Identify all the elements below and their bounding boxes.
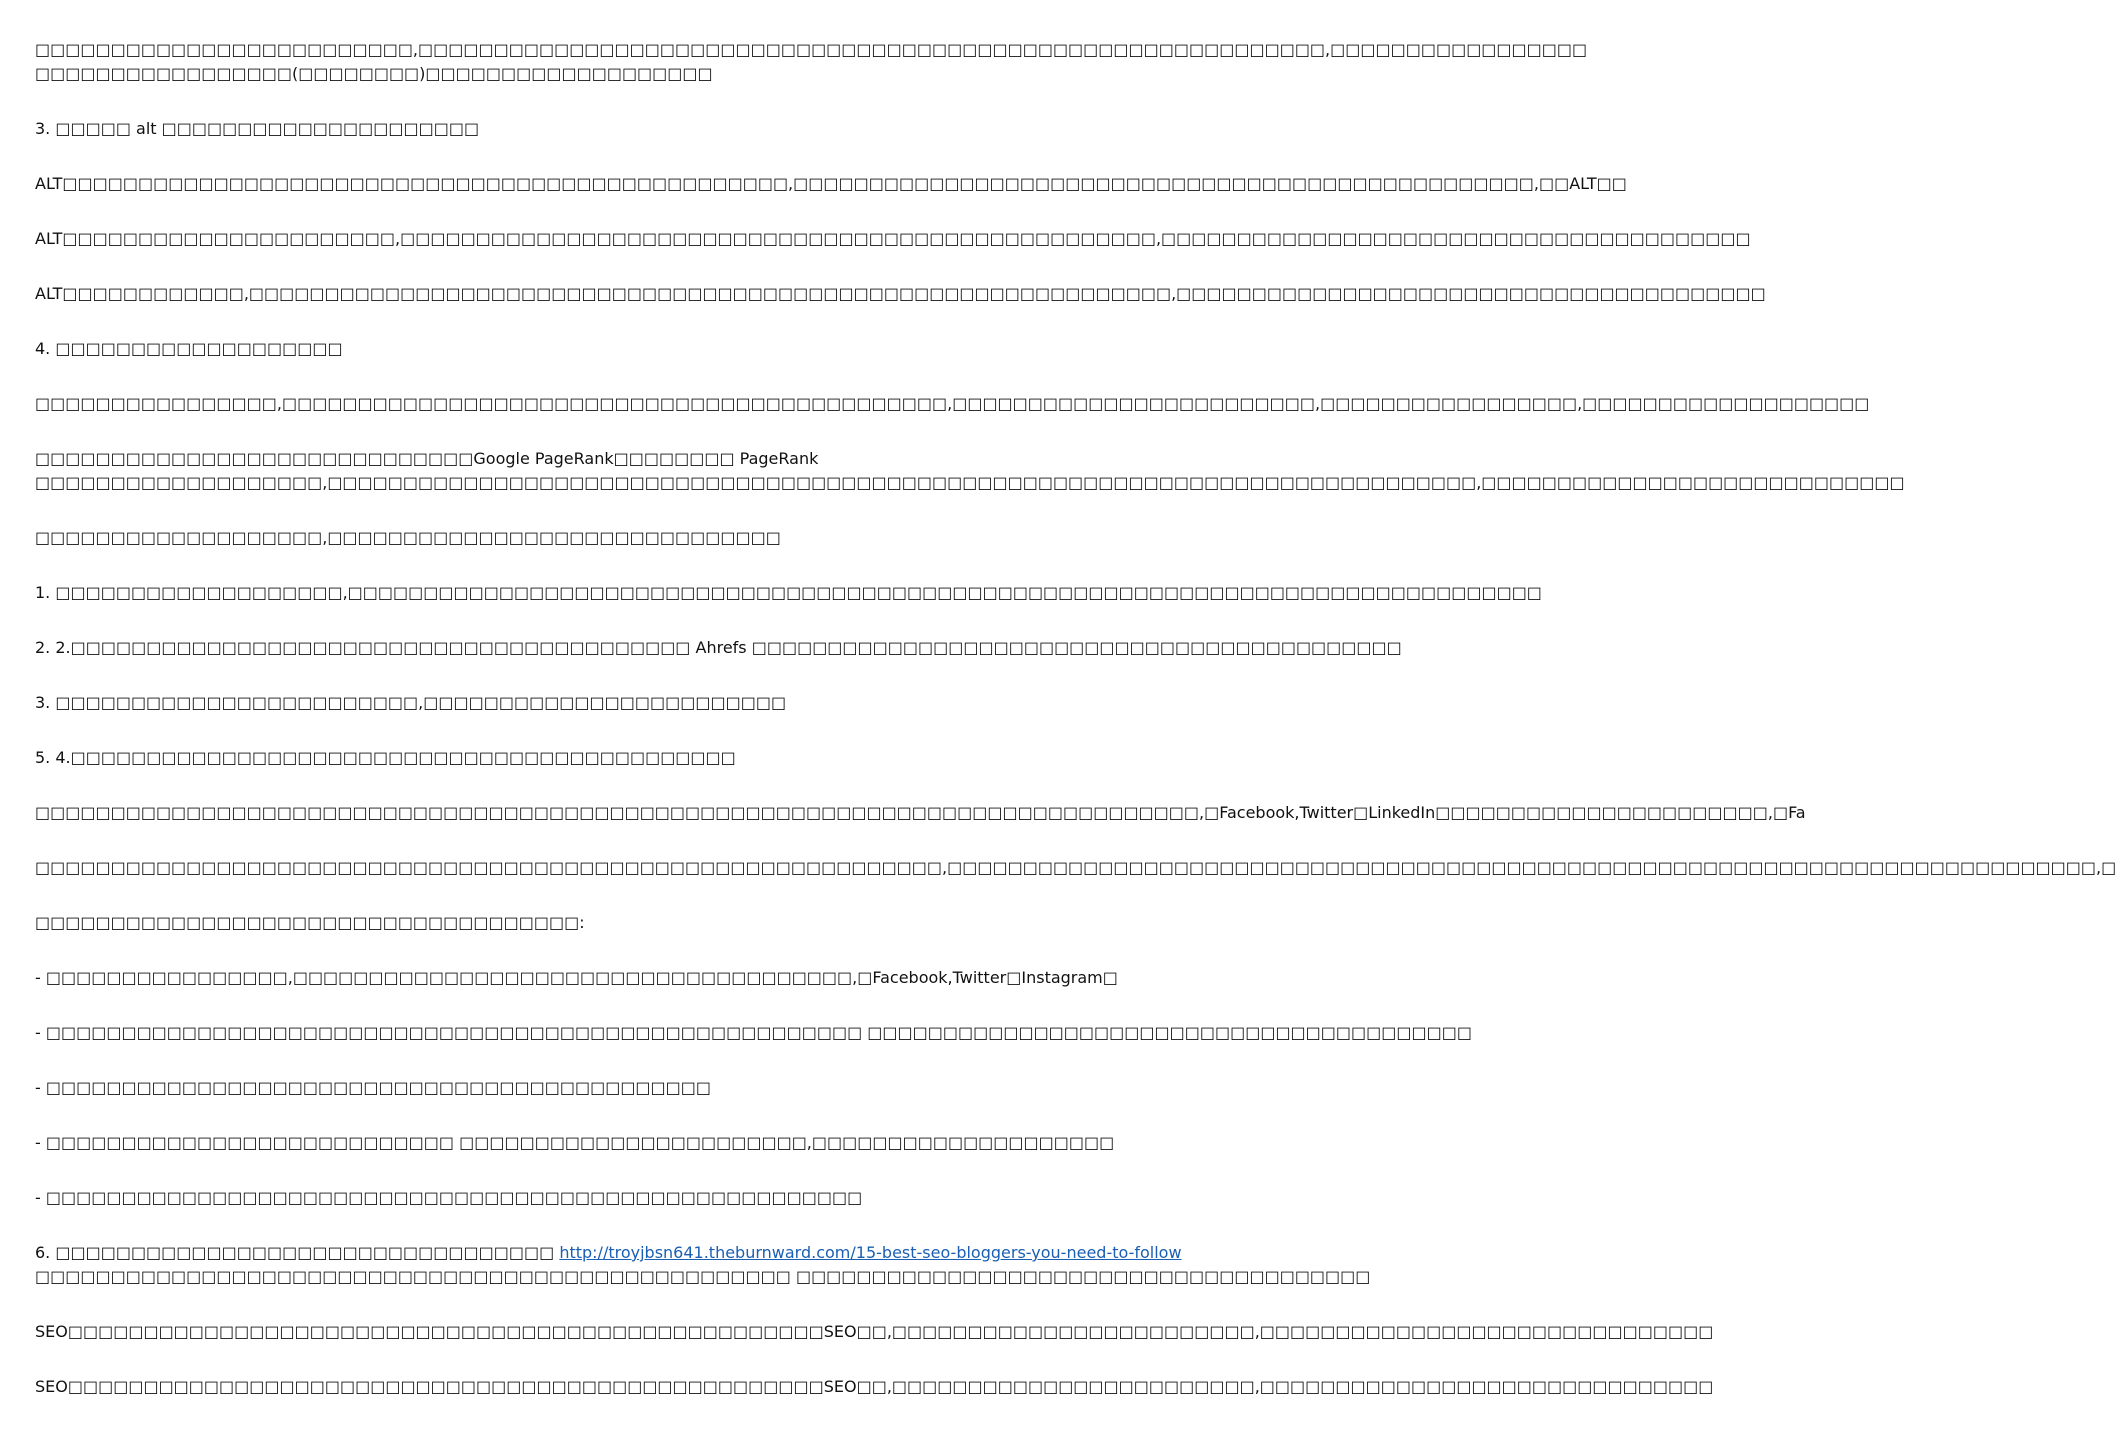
bullet-text: - □□□□□□□□□□□□□□□□□□□□□□□□□□□ □□□□□□□□□□□□□□□□□□□□□□□,□□□□□□□□□□□□□□□□□□□□ bbox=[35, 1133, 1115, 1152]
paragraph-line: □□□□□□□□□□□□□□□□□□□,□□□□□□□□□□□□□□□□□□□□□□□□□□□□□□□□□□□□□□□□□□□□□□□□□□□□□□□□□□□□□□□□□□□□□□□□□□□□,□□□□□□□□□□□□□□□□□□□□□□□□□□□□ bbox=[35, 473, 1905, 492]
heading-text: 4. □□□□□□□□□□□□□□□□□□□ bbox=[35, 339, 343, 358]
paragraph-line: ALT□□□□□□□□□□□□,□□□□□□□□□□□□□□□□□□□□□□□□□□□□□□□□□□□□□□□□□□□□□□□□□□□□□□□□□□□□□,□□□□□□□□□□□□□□□□□□□□□□□□□□□□□□□□□□□□□□□ bbox=[35, 284, 1766, 303]
paragraph-line: □□□□□□□□□□□□□□□□□□□□□□□□□□□□□□□□□□□□: bbox=[35, 913, 585, 932]
list-item-text: 1. □□□□□□□□□□□□□□□□□□□,□□□□□□□□□□□□□□□□□□□□□□□□□□□□□□□□□□□□□□□□□□□□□□□□□□□□□□□□□□□□□□□□□□□□□□□□□□□□□□□ bbox=[35, 583, 1542, 602]
list-item-2 bbox=[35, 636, 1402, 660]
article-link[interactable]: http://troyjbsn641.theburnward.com/15-best-seo-bloggers-you-need-to-follow bbox=[559, 1243, 1182, 1262]
paragraph-links-1 bbox=[35, 392, 1870, 416]
paragraph-line: □□□□□□□□□□□□□□□□□□□□□□□□□□□□□□□□□□□□□□□□□□□□□□□□□□□□□□□□□□□□,□□□□□□□□□□□□□□□□□□□□□□□□□□□□□□□□□□□□□□□□□□□□□□□□□□□□□□□□□□□□□□□□□□□□□□□□□□□□,□ bbox=[35, 858, 2116, 877]
list-item-text: 2. 2.□□□□□□□□□□□□□□□□□□□□□□□□□□□□□□□□□□□□□□□□□ Ahrefs □□□□□□□□□□□□□□□□□□□□□□□□□□□□□□□□□□□□□□□□□□□ bbox=[35, 638, 1402, 657]
paragraph-seo-1 bbox=[35, 1320, 1714, 1344]
paragraph-line: ALT□□□□□□□□□□□□□□□□□□□□□□□□□□□□□□□□□□□□□□□□□□□□□□□□,□□□□□□□□□□□□□□□□□□□□□□□□□□□□□□□□□□□□□□□□□□□□□□□□□,□□ALT□□ bbox=[35, 174, 1627, 193]
paragraph-social-intro bbox=[35, 911, 990, 935]
bullet-text: - □□□□□□□□□□□□□□□□,□□□□□□□□□□□□□□□□□□□□□□□□□□□□□□□□□□□□□,□Facebook,Twitter□Instagram□ bbox=[35, 968, 1118, 987]
heading-section-5 bbox=[35, 746, 990, 770]
paragraph-alt-2 bbox=[35, 227, 1751, 251]
bullet-item-2 bbox=[35, 1021, 1472, 1045]
bullet-item-4 bbox=[35, 1131, 1115, 1155]
bullet-item-5 bbox=[35, 1186, 990, 1210]
paragraph-links-intro bbox=[35, 526, 990, 550]
paragraph-seo-2 bbox=[35, 1375, 1714, 1399]
paragraph-social-1 bbox=[35, 801, 1806, 825]
paragraph-social-2 bbox=[35, 856, 2116, 880]
list-item-3 bbox=[35, 691, 990, 715]
bullet-text: - □□□□□□□□□□□□□□□□□□□□□□□□□□□□□□□□□□□□□□□□□□□□□□□□□□□□□□ bbox=[35, 1188, 863, 1207]
paragraph-alt-3 bbox=[35, 282, 1766, 306]
bullet-item-1 bbox=[35, 966, 1118, 990]
paragraph-line: □□□□□□□□□□□□□□□□□□□□□□□□□□□□□□□□□□□□□□□□□□□□□□□□□□□□□□□□□□□□□□□□□□□□□□□□□□□□□,□Facebook,Twitter□LinkedIn□□□□□□□□□□□□□□□□□□□□□□,□Fa bbox=[35, 803, 1806, 822]
paragraph-alt-1 bbox=[35, 172, 1627, 196]
heading-alt-attribute bbox=[35, 117, 990, 141]
paragraph-line: □□□□□□□□□□□□□□□□□□□,□□□□□□□□□□□□□□□□□□□□□□□□□□□□□□ bbox=[35, 528, 781, 547]
paragraph-line: ALT□□□□□□□□□□□□□□□□□□□□□□,□□□□□□□□□□□□□□□□□□□□□□□□□□□□□□□□□□□□□□□□□□□□□□□□□□,□□□□□□□□□□□□□□□□□□□□□□□□□□□□□□□□□□□□□□□ bbox=[35, 229, 1751, 248]
bullet-item-3 bbox=[35, 1076, 990, 1100]
heading-text: 6. □□□□□□□□□□□□□□□□□□□□□□□□□□□□□□□□□ bbox=[35, 1243, 560, 1262]
paragraph-line: SEO□□□□□□□□□□□□□□□□□□□□□□□□□□□□□□□□□□□□□□□□□□□□□□□□□□SEO□□,□□□□□□□□□□□□□□□□□□□□□□□□,□□□□□□□□□□□□□□□□□□□□□□□□□□□□□□ bbox=[35, 1377, 1714, 1396]
heading-section-4 bbox=[35, 337, 990, 361]
paragraph-line: □□□□□□□□□□□□□□□□□□□□□□□□□□□□□Google PageRank□□□□□□□□ PageRank bbox=[35, 449, 819, 468]
paragraph-line: SEO□□□□□□□□□□□□□□□□□□□□□□□□□□□□□□□□□□□□□□□□□□□□□□□□□□SEO□□,□□□□□□□□□□□□□□□□□□□□□□□□,□□□□□□□□□□□□□□□□□□□□□□□□□□□□□□ bbox=[35, 1322, 1714, 1341]
paragraph-line bbox=[35, 1241, 1182, 1265]
paragraph-line: □□□□□□□□□□□□□□□□,□□□□□□□□□□□□□□□□□□□□□□□□□□□□□□□□□□□□□□□□□□□□,□□□□□□□□□□□□□□□□□□□□□□□□,□□□□□□□□□□□□□□□□□,□□□□□□□□□□□□□□□□□□□ bbox=[35, 394, 1870, 413]
heading-text: 3. □□□□□ alt □□□□□□□□□□□□□□□□□□□□□ bbox=[35, 119, 480, 138]
heading-text: 5. 4.□□□□□□□□□□□□□□□□□□□□□□□□□□□□□□□□□□□□□□□□□□□□ bbox=[35, 748, 736, 767]
document-body bbox=[35, 38, 2116, 1430]
list-item-1 bbox=[35, 581, 1542, 605]
paragraph-1 bbox=[35, 38, 1588, 86]
list-item-text: 3. □□□□□□□□□□□□□□□□□□□□□□□□,□□□□□□□□□□□□□□□□□□□□□□□□ bbox=[35, 693, 787, 712]
bullet-text: - □□□□□□□□□□□□□□□□□□□□□□□□□□□□□□□□□□□□□□□□□□□□□□□□□□□□□□ □□□□□□□□□□□□□□□□□□□□□□□□□□□□□□□□□□□□□□□□ bbox=[35, 1023, 1472, 1042]
paragraph-line: □□□□□□□□□□□□□□□□□(□□□□□□□□)□□□□□□□□□□□□□□□□□□□ bbox=[35, 64, 713, 83]
paragraph-line: □□□□□□□□□□□□□□□□□□□□□□□□□□□□□□□□□□□□□□□□□□□□□□□□□□ □□□□□□□□□□□□□□□□□□□□□□□□□□□□□□□□□□□□□□ bbox=[35, 1267, 1371, 1286]
paragraph-pagerank bbox=[35, 447, 1905, 495]
paragraph-line: □□□□□□□□□□□□□□□□□□□□□□□□□,□□□□□□□□□□□□□□□□□□□□□□□□□□□□□□□□□□□□□□□□□□□□□□□□□□□□□□□□□□□□,□□□□□□□□□□□□□□□□□ bbox=[35, 40, 1588, 59]
bullet-text: - □□□□□□□□□□□□□□□□□□□□□□□□□□□□□□□□□□□□□□□□□□□□ bbox=[35, 1078, 712, 1097]
heading-section-6 bbox=[35, 1241, 1371, 1289]
